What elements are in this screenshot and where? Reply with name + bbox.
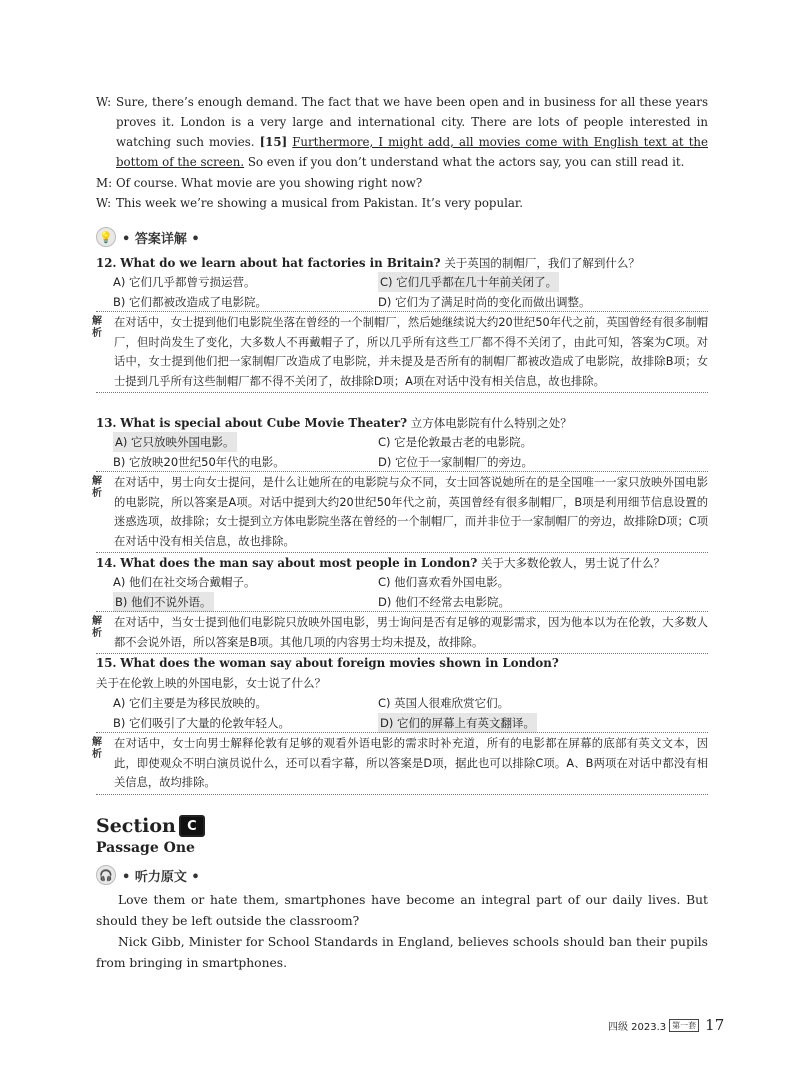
question-text-zh: 关于在伦敦上映的外国电影，女士说了什么？	[96, 676, 326, 690]
section-heading	[96, 815, 205, 837]
lightbulb-icon: 💡	[96, 227, 116, 247]
analysis-15	[92, 732, 708, 795]
page-number: 17	[705, 1016, 725, 1034]
question-14	[96, 553, 708, 573]
question-12	[96, 253, 708, 273]
option-d: D) 它们为了满足时尚的变化而做出调整。	[378, 295, 591, 309]
dialogue-line-w2	[96, 193, 708, 213]
listening-header-label: • 听力原文 •	[122, 869, 200, 885]
option-c: C) 它是伦敦最古老的电影院。	[378, 435, 533, 449]
analysis-text: 在对话中，女士向男士解释伦敦有足够的观看外语电影的需求时补充道，所有的电影都在屏幕的底部有英文文本，因此，即使观众不明白演员说什么，还可以看字幕，所以答案是D项，据此也可以排除C项。A、B两项在对话中都没有相关信息，故均排除。	[114, 737, 708, 789]
analysis-13	[92, 471, 708, 553]
option-d-correct: D) 它们的屏幕上有英文翻译。	[378, 713, 537, 733]
dialogue-line-m1	[96, 173, 708, 193]
analysis-tag: 解析	[92, 316, 102, 339]
question-number: 15.	[96, 656, 117, 670]
transcript-paragraph: Love them or hate them, smartphones have become an integral part of our daily lives. But should they be left outside the classroom?	[96, 893, 708, 928]
question-number: 14.	[96, 556, 117, 570]
option-d: D) 他们不经常去电影院。	[378, 595, 510, 609]
dialogue-line-w1	[96, 92, 708, 172]
speaker-label: W:	[96, 95, 112, 109]
set-tag: 第一套	[669, 1019, 699, 1032]
question-marker: [15]	[259, 135, 288, 149]
question-15	[96, 653, 708, 673]
speaker-label: W:	[96, 196, 112, 210]
analysis-tag: 解析	[92, 476, 102, 499]
option-b: B) 它们吸引了大量的伦敦年轻人。	[113, 716, 291, 730]
option-a: A) 他们在社交场合戴帽子。	[113, 575, 256, 589]
dialogue-text-pre: Sure, there’s enough demand. The fact that we have been open and in business for all these years proves it. London is a very large and international city. There are lots of people interested in watching such movies.	[116, 95, 708, 149]
analysis-text: 在对话中，男士向女士提问，是什么让她所在的电影院与众不同，女士回答说她所在的是全国唯一一家只放映外国电影的电影院，所以答案是A项。对话中提到大约20世纪50年代之前，英国曾经有很多制帽厂，B项是利用细节信息设置的迷惑选项，故排除；女士提到立方体电影院坐落在曾经的一个制帽厂，而并非位于一家制帽厂的旁边，故排除D项；C项在对话中没有相关信息，故也排除。	[114, 476, 708, 548]
analysis-text: 在对话中，女士提到他们电影院坐落在曾经的一个制帽厂，然后她继续说大约20世纪50年代之前，英国曾经有很多制帽厂，但时尚发生了变化，大多数人不再戴帽子了，所以几乎所有这些工厂都不得不关闭了，由此可知，答案为C项。对话中，女士提到他们把一家制帽厂改造成了电影院，并未提及是否所有的制帽厂都被改造成了电影院，故排除B项；女士提到几乎所有这些制帽厂都不得不关闭了，故排除D项；A项在对话中没有相关信息，故也排除。	[114, 316, 708, 388]
question-text-zh: 关于英国的制帽厂，我们了解到什么？	[444, 256, 640, 270]
question-text-en: What do we learn about hat factories in Britain?	[120, 256, 441, 270]
answers-header-label: • 答案详解 •	[122, 231, 200, 247]
question-number: 13.	[96, 416, 117, 430]
option-c: C) 英国人很难欣赏它们。	[378, 696, 510, 710]
magazine-issue: 四级 2023.3	[608, 1021, 667, 1033]
question-text-zh: 关于大多数伦敦人，男士说了什么？	[481, 556, 666, 570]
analysis-tag: 解析	[92, 737, 102, 760]
option-a: A) 它们主要是为移民放映的。	[113, 696, 268, 710]
option-c-correct: C) 它们几乎都在几十年前关闭了。	[378, 272, 559, 292]
transcript-paragraph: Nick Gibb, Minister for School Standards in England, believes schools should ban their pupils from bringing in smartphones.	[96, 935, 708, 970]
question-text-en: What is special about Cube Movie Theater?	[120, 416, 408, 430]
analysis-tag: 解析	[92, 616, 102, 639]
dialogue-text-post: So even if you don’t understand what the actors say, you can still read it.	[244, 155, 685, 169]
analysis-12	[92, 311, 708, 393]
option-b-correct: B) 他们不说外语。	[113, 592, 214, 612]
dialogue-text	[116, 92, 708, 172]
answers-header	[96, 226, 200, 248]
analysis-14	[92, 611, 708, 654]
option-a: A) 它们几乎都曾亏损运营。	[113, 275, 256, 289]
question-15-zh	[96, 673, 708, 693]
dialogue-text: This week we’re showing a musical from Pakistan. It’s very popular.	[116, 196, 523, 210]
headphones-icon: 🎧	[96, 865, 116, 885]
question-text-zh: 立方体电影院有什么特别之处？	[410, 416, 572, 430]
underlined-answer-text: Furthermore, I might add, all movies come with English text at the bottom of the screen.	[116, 135, 709, 169]
speaker-label: M:	[96, 176, 113, 190]
page-footer	[608, 1016, 724, 1034]
section-title: Section	[96, 815, 176, 837]
option-b: B) 它放映20世纪50年代的电影。	[113, 455, 285, 469]
listening-header	[96, 864, 200, 886]
question-text-en: What does the woman say about foreign movies shown in London?	[120, 656, 559, 670]
question-13	[96, 413, 708, 433]
analysis-text: 在对话中，当女士提到他们电影院只放映外国电影，男士询问是否有足够的观影需求，因为他本以为在伦敦，大多数人都不会说外语，所以答案是B项。其他几项的内容男士均未提及，故排除。	[114, 616, 708, 649]
option-c: C) 他们喜欢看外国电影。	[378, 575, 510, 589]
section-letter-badge: C	[179, 815, 205, 837]
question-number: 12.	[96, 256, 117, 270]
dialogue-text: Of course. What movie are you showing right now?	[116, 176, 423, 190]
question-text-en: What does the man say about most people in London?	[120, 556, 478, 570]
option-b: B) 它们都被改造成了电影院。	[113, 295, 268, 309]
passage-title: Passage One	[96, 840, 195, 856]
option-d: D) 它位于一家制帽厂的旁边。	[378, 455, 533, 469]
option-a-correct: A) 它只放映外国电影。	[113, 432, 237, 452]
